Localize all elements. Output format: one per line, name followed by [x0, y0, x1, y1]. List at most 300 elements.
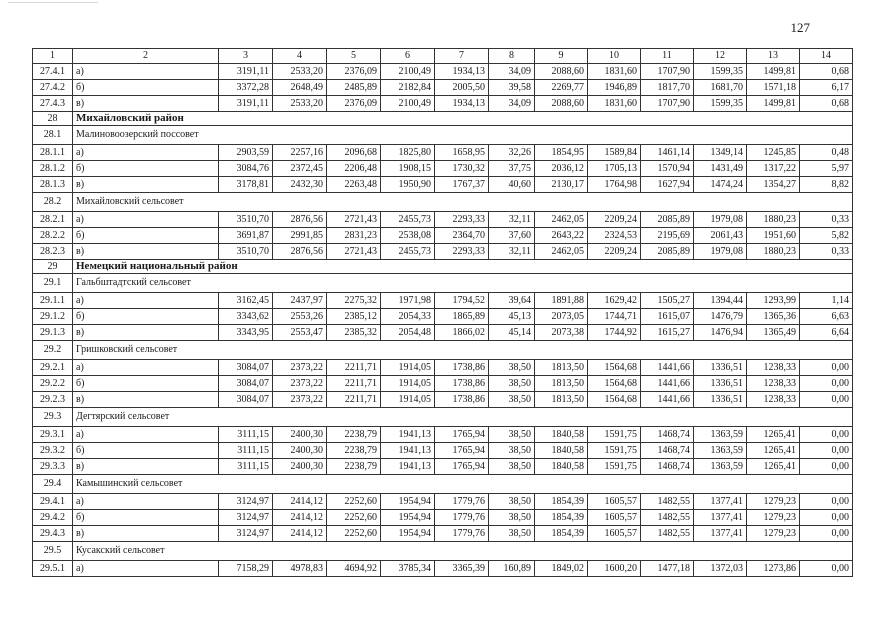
value-cell: 1854,95	[535, 145, 588, 161]
table-row	[33, 96, 853, 112]
value-cell: 1441,66	[641, 376, 694, 392]
value-cell: 0,00	[800, 376, 853, 392]
value-cell: 1571,18	[747, 80, 800, 96]
row-code: 28.2.3	[33, 244, 73, 260]
value-cell: 1908,15	[381, 161, 435, 177]
value-cell: 1461,14	[641, 145, 694, 161]
value-cell: 2209,24	[588, 212, 641, 228]
value-cell: 2553,47	[273, 325, 327, 341]
value-cell: 2533,20	[273, 96, 327, 112]
value-cell: 38,50	[489, 392, 535, 408]
value-cell: 1265,41	[747, 443, 800, 459]
table-row	[33, 80, 853, 96]
value-cell: 2100,49	[381, 64, 435, 80]
value-cell: 3162,45	[219, 293, 273, 309]
value-cell: 1707,90	[641, 96, 694, 112]
row-code: 28.1.1	[33, 145, 73, 161]
value-cell: 1377,41	[694, 494, 747, 510]
value-cell: 2238,79	[327, 459, 381, 475]
column-number-header: 6	[381, 49, 435, 64]
value-cell: 2414,12	[273, 526, 327, 542]
row-code: 29.5.1	[33, 561, 73, 577]
value-cell: 1764,98	[588, 177, 641, 193]
row-variant-label: а)	[73, 360, 219, 376]
value-cell: 3372,28	[219, 80, 273, 96]
value-cell: 1279,23	[747, 510, 800, 526]
value-cell: 2400,30	[273, 459, 327, 475]
value-cell: 4978,83	[273, 561, 327, 577]
value-cell: 1707,90	[641, 64, 694, 80]
value-cell: 1591,75	[588, 427, 641, 443]
value-cell: 2061,43	[694, 228, 747, 244]
row-variant-label: б)	[73, 161, 219, 177]
value-cell: 1744,71	[588, 309, 641, 325]
row-variant-label: а)	[73, 494, 219, 510]
row-code: 28	[33, 112, 73, 126]
value-cell: 2054,48	[381, 325, 435, 341]
column-number-header: 4	[273, 49, 327, 64]
column-number-header: 5	[327, 49, 381, 64]
council-name: Михайловский сельсовет	[73, 193, 853, 212]
value-cell: 1474,24	[694, 177, 747, 193]
value-cell: 2485,89	[327, 80, 381, 96]
value-cell: 1840,58	[535, 427, 588, 443]
value-cell: 2085,89	[641, 212, 694, 228]
value-cell: 34,09	[489, 96, 535, 112]
value-cell: 45,14	[489, 325, 535, 341]
column-number-header: 10	[588, 49, 641, 64]
value-cell: 38,50	[489, 494, 535, 510]
value-cell: 2211,71	[327, 360, 381, 376]
value-cell: 3111,15	[219, 443, 273, 459]
value-cell: 3365,39	[435, 561, 489, 577]
value-cell: 2096,68	[327, 145, 381, 161]
scan-artifact-line	[8, 2, 98, 3]
value-cell: 1482,55	[641, 494, 694, 510]
value-cell: 1629,42	[588, 293, 641, 309]
value-cell: 3084,07	[219, 392, 273, 408]
value-cell: 3343,62	[219, 309, 273, 325]
row-variant-label: а)	[73, 145, 219, 161]
row-code: 29.4.2	[33, 510, 73, 526]
value-cell: 2373,22	[273, 392, 327, 408]
row-code: 29.5	[33, 542, 73, 561]
value-cell: 1372,03	[694, 561, 747, 577]
table-row	[33, 443, 853, 459]
value-cell: 2275,32	[327, 293, 381, 309]
value-cell: 2257,16	[273, 145, 327, 161]
value-cell: 2269,77	[535, 80, 588, 96]
value-cell: 1600,20	[588, 561, 641, 577]
value-cell: 1377,41	[694, 526, 747, 542]
value-cell: 1854,39	[535, 510, 588, 526]
value-cell: 1238,33	[747, 360, 800, 376]
value-cell: 1394,44	[694, 293, 747, 309]
table-row	[33, 494, 853, 510]
value-cell: 2088,60	[535, 96, 588, 112]
value-cell: 1891,88	[535, 293, 588, 309]
value-cell: 2831,23	[327, 228, 381, 244]
value-cell: 6,64	[800, 325, 853, 341]
value-cell: 1866,02	[435, 325, 489, 341]
row-variant-label: а)	[73, 212, 219, 228]
row-code: 29.1.2	[33, 309, 73, 325]
table-row	[33, 309, 853, 325]
value-cell: 1954,94	[381, 510, 435, 526]
value-cell: 1482,55	[641, 510, 694, 526]
row-code: 29.3.3	[33, 459, 73, 475]
row-variant-label: в)	[73, 96, 219, 112]
column-number-header: 8	[489, 49, 535, 64]
value-cell: 0,48	[800, 145, 853, 161]
value-cell: 38,50	[489, 526, 535, 542]
row-code: 27.4.1	[33, 64, 73, 80]
value-cell: 2462,05	[535, 244, 588, 260]
value-cell: 1441,66	[641, 360, 694, 376]
value-cell: 2876,56	[273, 212, 327, 228]
value-cell: 2643,22	[535, 228, 588, 244]
row-code: 28.2.2	[33, 228, 73, 244]
council-header-row	[33, 341, 853, 360]
value-cell: 5,82	[800, 228, 853, 244]
value-cell: 40,60	[489, 177, 535, 193]
row-code: 29.4.1	[33, 494, 73, 510]
value-cell: 1363,59	[694, 459, 747, 475]
value-cell: 2211,71	[327, 392, 381, 408]
table-row	[33, 293, 853, 309]
value-cell: 1658,95	[435, 145, 489, 161]
row-code: 27.4.2	[33, 80, 73, 96]
table-row	[33, 64, 853, 80]
column-number-header: 2	[73, 49, 219, 64]
value-cell: 1238,33	[747, 376, 800, 392]
value-cell: 1831,60	[588, 64, 641, 80]
value-cell: 1849,02	[535, 561, 588, 577]
value-cell: 6,17	[800, 80, 853, 96]
value-cell: 1765,94	[435, 427, 489, 443]
value-cell: 0,68	[800, 64, 853, 80]
row-code: 28.1	[33, 126, 73, 145]
table-row	[33, 360, 853, 376]
value-cell: 3191,11	[219, 96, 273, 112]
row-code: 29.2.3	[33, 392, 73, 408]
row-variant-label: а)	[73, 64, 219, 80]
row-variant-label: б)	[73, 510, 219, 526]
value-cell: 1615,27	[641, 325, 694, 341]
value-cell: 2400,30	[273, 443, 327, 459]
value-cell: 1813,50	[535, 392, 588, 408]
value-cell: 2005,50	[435, 80, 489, 96]
value-cell: 1564,68	[588, 360, 641, 376]
value-cell: 1914,05	[381, 360, 435, 376]
value-cell: 3178,81	[219, 177, 273, 193]
row-code: 29.1	[33, 274, 73, 293]
row-variant-label: а)	[73, 561, 219, 577]
value-cell: 1794,52	[435, 293, 489, 309]
value-cell: 1477,18	[641, 561, 694, 577]
value-cell: 0,00	[800, 459, 853, 475]
value-cell: 38,50	[489, 443, 535, 459]
value-cell: 1946,89	[588, 80, 641, 96]
row-variant-label: а)	[73, 427, 219, 443]
table-row	[33, 459, 853, 475]
value-cell: 2100,49	[381, 96, 435, 112]
value-cell: 1941,13	[381, 427, 435, 443]
table-row	[33, 526, 853, 542]
value-cell: 3124,97	[219, 510, 273, 526]
value-cell: 3691,87	[219, 228, 273, 244]
value-cell: 1951,60	[747, 228, 800, 244]
value-cell: 1765,94	[435, 443, 489, 459]
column-number-header: 13	[747, 49, 800, 64]
tariff-table	[32, 48, 853, 577]
value-cell: 2130,17	[535, 177, 588, 193]
district-header-row	[33, 260, 853, 274]
value-cell: 2372,45	[273, 161, 327, 177]
value-cell: 4694,92	[327, 561, 381, 577]
district-header-row	[33, 112, 853, 126]
value-cell: 2385,32	[327, 325, 381, 341]
row-variant-label: в)	[73, 177, 219, 193]
value-cell: 2373,22	[273, 376, 327, 392]
value-cell: 38,50	[489, 427, 535, 443]
value-cell: 1336,51	[694, 376, 747, 392]
value-cell: 3510,70	[219, 244, 273, 260]
value-cell: 1738,86	[435, 360, 489, 376]
value-cell: 7158,29	[219, 561, 273, 577]
value-cell: 2088,60	[535, 64, 588, 80]
value-cell: 1468,74	[641, 443, 694, 459]
column-number-header: 9	[535, 49, 588, 64]
value-cell: 1765,94	[435, 459, 489, 475]
value-cell: 1468,74	[641, 459, 694, 475]
council-name: Кусакский сельсовет	[73, 542, 853, 561]
value-cell: 45,13	[489, 309, 535, 325]
value-cell: 1813,50	[535, 360, 588, 376]
row-code: 29.4	[33, 475, 73, 494]
value-cell: 1476,79	[694, 309, 747, 325]
value-cell: 1317,22	[747, 161, 800, 177]
row-variant-label: б)	[73, 443, 219, 459]
row-variant-label: б)	[73, 80, 219, 96]
value-cell: 1377,41	[694, 510, 747, 526]
row-code: 29.2.1	[33, 360, 73, 376]
value-cell: 1880,23	[747, 212, 800, 228]
value-cell: 1591,75	[588, 459, 641, 475]
district-name: Немецкий национальный район	[73, 260, 853, 274]
value-cell: 3084,07	[219, 376, 273, 392]
value-cell: 2293,33	[435, 212, 489, 228]
value-cell: 2054,33	[381, 309, 435, 325]
value-cell: 2721,43	[327, 244, 381, 260]
value-cell: 1431,49	[694, 161, 747, 177]
row-code: 28.1.2	[33, 161, 73, 177]
value-cell: 1336,51	[694, 360, 747, 376]
council-name: Гришковский сельсовет	[73, 341, 853, 360]
row-code: 28.2	[33, 193, 73, 212]
row-variant-label: б)	[73, 228, 219, 244]
value-cell: 38,50	[489, 459, 535, 475]
council-header-row	[33, 475, 853, 494]
table-body	[33, 64, 853, 577]
council-header-row	[33, 126, 853, 145]
value-cell: 1779,76	[435, 510, 489, 526]
row-variant-label: в)	[73, 526, 219, 542]
value-cell: 2036,12	[535, 161, 588, 177]
value-cell: 2553,26	[273, 309, 327, 325]
row-code: 29.3	[33, 408, 73, 427]
row-variant-label: в)	[73, 392, 219, 408]
value-cell: 1817,70	[641, 80, 694, 96]
value-cell: 3111,15	[219, 459, 273, 475]
council-header-row	[33, 408, 853, 427]
value-cell: 2085,89	[641, 244, 694, 260]
table-row	[33, 376, 853, 392]
value-cell: 1265,41	[747, 427, 800, 443]
value-cell: 1354,27	[747, 177, 800, 193]
row-variant-label: а)	[73, 293, 219, 309]
value-cell: 1681,70	[694, 80, 747, 96]
value-cell: 2073,05	[535, 309, 588, 325]
value-cell: 38,50	[489, 510, 535, 526]
value-cell: 2206,48	[327, 161, 381, 177]
value-cell: 2876,56	[273, 244, 327, 260]
value-cell: 1605,57	[588, 510, 641, 526]
value-cell: 1499,81	[747, 64, 800, 80]
table-row	[33, 177, 853, 193]
column-number-header: 14	[800, 49, 853, 64]
value-cell: 1265,41	[747, 459, 800, 475]
row-code: 29.1.3	[33, 325, 73, 341]
value-cell: 2455,73	[381, 212, 435, 228]
value-cell: 1245,85	[747, 145, 800, 161]
value-cell: 3785,34	[381, 561, 435, 577]
column-number-header: 11	[641, 49, 694, 64]
row-variant-label: б)	[73, 309, 219, 325]
value-cell: 1934,13	[435, 64, 489, 80]
table-row	[33, 392, 853, 408]
value-cell: 1840,58	[535, 443, 588, 459]
value-cell: 0,00	[800, 443, 853, 459]
value-cell: 160,89	[489, 561, 535, 577]
value-cell: 3343,95	[219, 325, 273, 341]
value-cell: 1273,86	[747, 561, 800, 577]
value-cell: 1564,68	[588, 392, 641, 408]
value-cell: 2252,60	[327, 494, 381, 510]
column-number-header: 7	[435, 49, 489, 64]
row-code: 29.1.1	[33, 293, 73, 309]
row-code: 29	[33, 260, 73, 274]
value-cell: 1840,58	[535, 459, 588, 475]
value-cell: 3124,97	[219, 494, 273, 510]
value-cell: 1482,55	[641, 526, 694, 542]
value-cell: 2238,79	[327, 443, 381, 459]
value-cell: 2263,48	[327, 177, 381, 193]
value-cell: 1365,49	[747, 325, 800, 341]
value-cell: 34,09	[489, 64, 535, 80]
row-code: 29.2	[33, 341, 73, 360]
table-row	[33, 427, 853, 443]
value-cell: 1854,39	[535, 494, 588, 510]
value-cell: 1564,68	[588, 376, 641, 392]
value-cell: 1730,32	[435, 161, 489, 177]
value-cell: 0,00	[800, 392, 853, 408]
table-row	[33, 510, 853, 526]
value-cell: 1865,89	[435, 309, 489, 325]
value-cell: 39,64	[489, 293, 535, 309]
district-name: Михайловский район	[73, 112, 853, 126]
value-cell: 1279,23	[747, 494, 800, 510]
value-cell: 0,68	[800, 96, 853, 112]
value-cell: 1813,50	[535, 376, 588, 392]
value-cell: 1349,14	[694, 145, 747, 161]
table-row	[33, 212, 853, 228]
value-cell: 8,82	[800, 177, 853, 193]
value-cell: 2376,09	[327, 96, 381, 112]
table-row	[33, 561, 853, 577]
value-cell: 2376,09	[327, 64, 381, 80]
value-cell: 38,50	[489, 360, 535, 376]
value-cell: 1941,13	[381, 459, 435, 475]
value-cell: 0,33	[800, 244, 853, 260]
value-cell: 1971,98	[381, 293, 435, 309]
value-cell: 1779,76	[435, 526, 489, 542]
value-cell: 1363,59	[694, 443, 747, 459]
value-cell: 2252,60	[327, 526, 381, 542]
value-cell: 1914,05	[381, 376, 435, 392]
value-cell: 0,00	[800, 427, 853, 443]
value-cell: 2324,53	[588, 228, 641, 244]
value-cell: 1615,07	[641, 309, 694, 325]
value-cell: 1627,94	[641, 177, 694, 193]
value-cell: 2414,12	[273, 510, 327, 526]
value-cell: 1954,94	[381, 526, 435, 542]
value-cell: 0,00	[800, 561, 853, 577]
value-cell: 5,97	[800, 161, 853, 177]
value-cell: 2462,05	[535, 212, 588, 228]
row-variant-label: в)	[73, 325, 219, 341]
value-cell: 1950,90	[381, 177, 435, 193]
value-cell: 1914,05	[381, 392, 435, 408]
value-cell: 39,58	[489, 80, 535, 96]
value-cell: 2414,12	[273, 494, 327, 510]
value-cell: 3111,15	[219, 427, 273, 443]
value-cell: 2364,70	[435, 228, 489, 244]
value-cell: 1365,36	[747, 309, 800, 325]
value-cell: 0,00	[800, 494, 853, 510]
value-cell: 2073,38	[535, 325, 588, 341]
value-cell: 3084,07	[219, 360, 273, 376]
table-row	[33, 244, 853, 260]
value-cell: 1825,80	[381, 145, 435, 161]
value-cell: 37,60	[489, 228, 535, 244]
value-cell: 1599,35	[694, 96, 747, 112]
value-cell: 1336,51	[694, 392, 747, 408]
council-name: Дегтярский сельсовет	[73, 408, 853, 427]
column-number-header: 3	[219, 49, 273, 64]
value-cell: 3084,76	[219, 161, 273, 177]
value-cell: 2533,20	[273, 64, 327, 80]
value-cell: 1934,13	[435, 96, 489, 112]
value-cell: 1599,35	[694, 64, 747, 80]
value-cell: 1738,86	[435, 376, 489, 392]
value-cell: 1505,27	[641, 293, 694, 309]
value-cell: 1468,74	[641, 427, 694, 443]
value-cell: 1589,84	[588, 145, 641, 161]
value-cell: 3124,97	[219, 526, 273, 542]
value-cell: 1363,59	[694, 427, 747, 443]
value-cell: 2903,59	[219, 145, 273, 161]
